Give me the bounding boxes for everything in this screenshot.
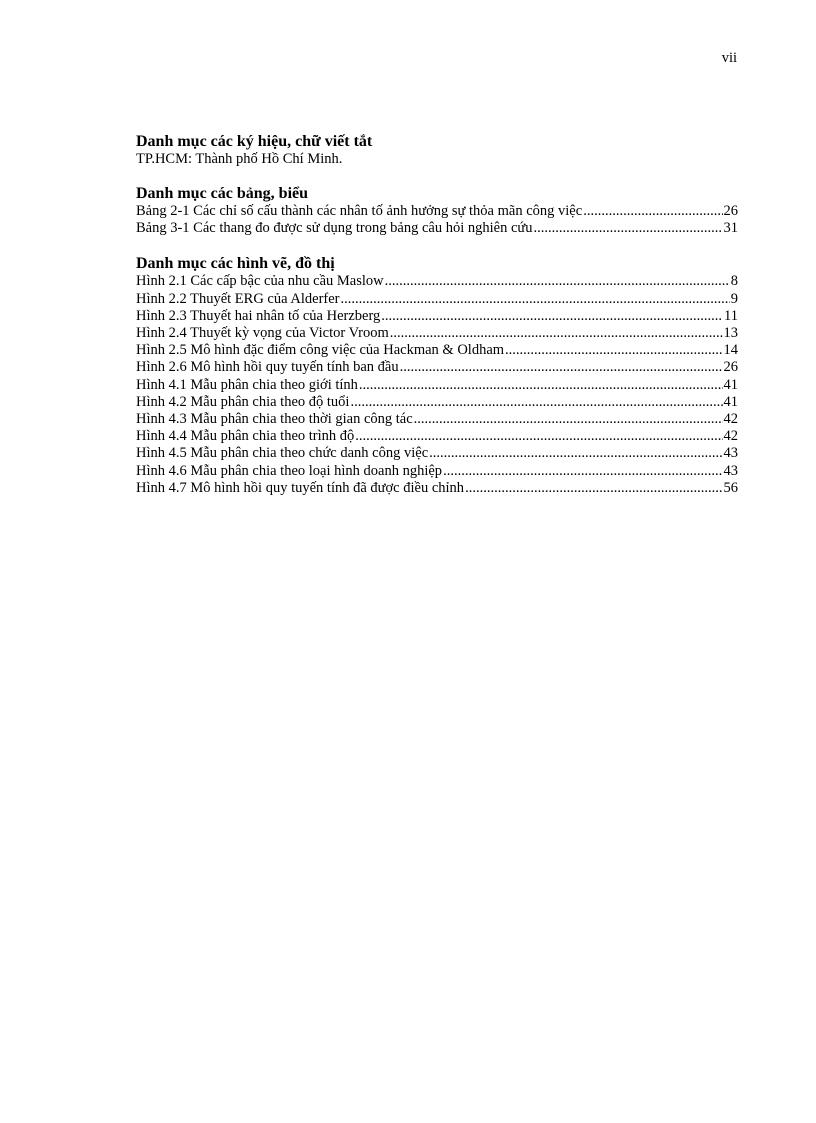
toc-entry-page: 26 <box>723 359 738 376</box>
toc-entry-title: Hình 4.7 Mô hình hồi quy tuyến tính đã được điều chỉnh <box>136 479 465 496</box>
toc-dot-leader <box>414 411 723 428</box>
toc-dot-leader <box>359 377 723 394</box>
toc-dot-leader <box>465 480 722 497</box>
toc-entry-page: 31 <box>723 220 738 237</box>
toc-entry[interactable] <box>136 394 738 411</box>
toc-dot-leader <box>350 394 722 411</box>
toc-entry[interactable] <box>136 480 738 497</box>
toc-dot-leader <box>385 273 730 290</box>
toc-entry-title: Hình 4.3 Mẫu phân chia theo thời gian công tác <box>136 411 413 428</box>
toc-dot-leader <box>341 291 730 308</box>
toc-entry-title: Hình 4.1 Mẫu phân chia theo giới tính <box>136 376 358 393</box>
tables-list <box>136 203 738 237</box>
toc-entry-page: 41 <box>723 393 738 410</box>
toc-entry-title: Hình 2.2 Thuyết ERG của Alderfer <box>136 290 340 307</box>
toc-entry-title: Hình 2.1 Các cấp bậc của nhu cầu Maslow <box>136 273 384 290</box>
toc-entry[interactable] <box>136 273 738 290</box>
toc-entry-page: 56 <box>723 479 738 496</box>
toc-entry-title: Hình 4.4 Mẫu phân chia theo trình độ <box>136 428 355 445</box>
toc-entry-page: 41 <box>723 376 738 393</box>
toc-entry-page: 14 <box>723 342 738 359</box>
toc-entry-title: Bảng 3-1 Các thang đo được sử dụng trong bảng câu hỏi nghiên cứu <box>136 220 533 237</box>
toc-dot-leader <box>505 342 722 359</box>
toc-entry-page: 42 <box>723 411 738 428</box>
toc-entry[interactable] <box>136 377 738 394</box>
toc-entry-title: Hình 2.5 Mô hình đặc điểm công việc của Hackman & Oldham <box>136 342 505 359</box>
toc-entry-page: 11 <box>724 307 738 324</box>
document-body <box>136 133 738 513</box>
toc-dot-leader <box>533 220 722 237</box>
toc-entry[interactable] <box>136 220 738 237</box>
abbreviation-item: TP.HCM: Thành phố Hồ Chí Minh. <box>136 151 343 167</box>
toc-dot-leader <box>443 463 722 480</box>
toc-entry-page: 43 <box>723 462 738 479</box>
toc-entry[interactable] <box>136 359 738 376</box>
toc-entry-page: 9 <box>730 290 738 307</box>
toc-entry-title: Bảng 2-1 Các chỉ số cấu thành các nhân tố ảnh hưởng sự thỏa mãn công việc <box>136 203 583 219</box>
tables-heading: Danh mục các bảng, biểu <box>136 185 309 202</box>
toc-dot-leader <box>583 203 722 220</box>
figures-heading: Danh mục các hình vẽ, đồ thị <box>136 255 335 273</box>
tables-section <box>136 185 738 237</box>
abbreviations-heading: Danh mục các ký hiệu, chữ viết tắt <box>136 133 373 150</box>
toc-entry-title: Hình 4.5 Mẫu phân chia theo chức danh công việc <box>136 445 429 462</box>
toc-dot-leader <box>381 308 723 325</box>
toc-entry[interactable] <box>136 463 738 480</box>
toc-entry-title: Hình 2.6 Mô hình hồi quy tuyến tính ban đầu <box>136 359 399 376</box>
toc-entry[interactable] <box>136 203 738 220</box>
toc-dot-leader <box>355 428 722 445</box>
toc-dot-leader <box>400 359 723 376</box>
toc-dot-leader <box>429 445 722 462</box>
figures-section <box>136 255 738 497</box>
toc-entry-title: Hình 4.2 Mẫu phân chia theo độ tuổi <box>136 393 350 410</box>
toc-dot-leader <box>390 325 723 342</box>
toc-entry[interactable] <box>136 291 738 308</box>
toc-entry-title: Hình 4.6 Mẫu phân chia theo loại hình doanh nghiệp <box>136 462 443 479</box>
toc-entry[interactable] <box>136 411 738 428</box>
toc-entry-page: 13 <box>723 325 738 342</box>
toc-entry[interactable] <box>136 428 738 445</box>
page-number: vii <box>721 50 737 66</box>
toc-entry[interactable] <box>136 308 738 325</box>
toc-entry-page: 26 <box>723 203 738 219</box>
toc-entry-page: 42 <box>723 428 738 445</box>
toc-entry[interactable] <box>136 342 738 359</box>
toc-entry-title: Hình 2.3 Thuyết hai nhân tố của Herzberg <box>136 307 381 324</box>
toc-entry[interactable] <box>136 445 738 462</box>
toc-entry-page: 8 <box>730 273 738 290</box>
toc-entry[interactable] <box>136 325 738 342</box>
toc-entry-title: Hình 2.4 Thuyết kỳ vọng của Victor Vroom <box>136 325 389 342</box>
abbreviations-section <box>136 133 738 168</box>
figures-list <box>136 273 738 497</box>
toc-entry-page: 43 <box>723 445 738 462</box>
